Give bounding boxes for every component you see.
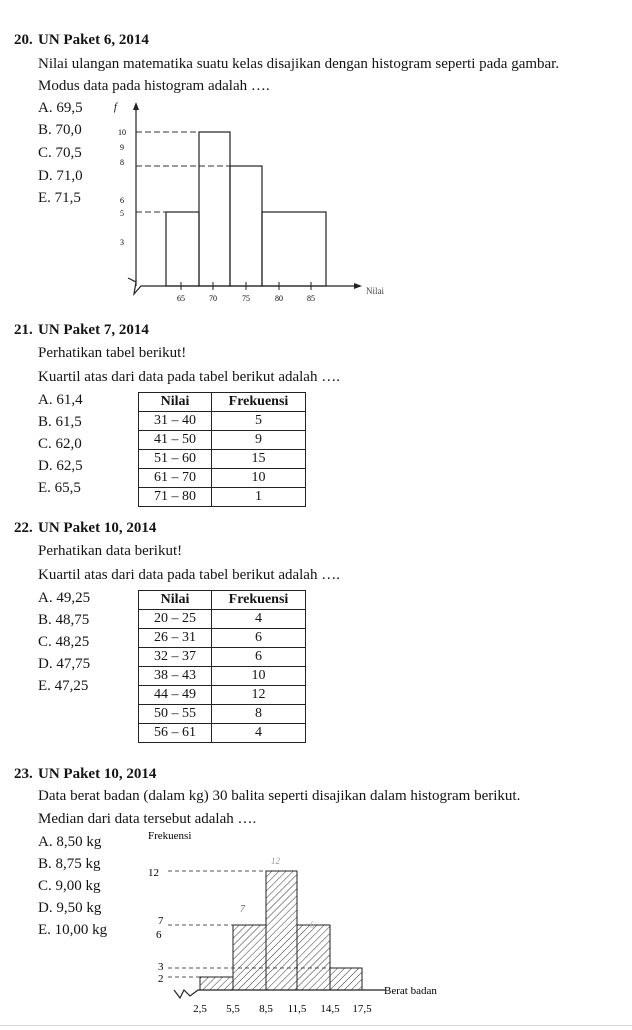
q21-text: Perhatikan tabel berikut! [38, 345, 187, 361]
table-cell-nilai: 56 – 61 [139, 724, 212, 743]
table-row [139, 412, 306, 431]
q20-option-d[interactable]: D. 71,0 [38, 168, 83, 184]
table-cell-nilai: 31 – 40 [139, 412, 212, 431]
q20-y-tick-10: 10 [118, 128, 126, 137]
q20-x-axis-label: Nilai [366, 286, 384, 296]
q21-question: Kuartil atas dari data pada tabel berikut adalah …. [38, 369, 340, 385]
table-cell-nilai: 20 – 25 [139, 610, 212, 629]
q20-option-c[interactable]: C. 70,5 [38, 145, 82, 161]
table-cell-frekuensi: 12 [212, 686, 306, 705]
q21-option-a[interactable]: A. 61,4 [38, 392, 83, 408]
q23-question: Median dari data tersebut adalah …. [38, 811, 257, 827]
q23-histogram [140, 826, 470, 1022]
table-cell-nilai: 71 – 80 [139, 488, 212, 507]
table-cell-nilai: 32 – 37 [139, 648, 212, 667]
q20-bar-2 [199, 132, 230, 286]
table-cell-frekuensi: 5 [212, 412, 306, 431]
q22-option-e[interactable]: E. 47,25 [38, 678, 89, 694]
q23-y-tick-12: 12 [148, 867, 159, 879]
q20-y-tick-3: 3 [120, 238, 124, 247]
q22-option-b[interactable]: B. 48,75 [38, 612, 90, 628]
table-cell-nilai: 50 – 55 [139, 705, 212, 724]
table-cell-frekuensi: 9 [212, 431, 306, 450]
q20-axis-break [128, 278, 150, 294]
q21-option-c[interactable]: C. 62,0 [38, 436, 82, 452]
q23-bar-3 [266, 871, 297, 990]
table-row [139, 450, 306, 469]
q20-y-tick-5: 5 [120, 209, 124, 218]
q20-y-arrow [133, 102, 139, 110]
q23-bar-4 [297, 925, 330, 990]
q21-option-d[interactable]: D. 62,5 [38, 458, 83, 474]
q20-bar-4 [262, 212, 326, 286]
table-cell-frekuensi: 6 [212, 648, 306, 667]
q23-handwritten-6: 6 [310, 920, 315, 930]
q22-option-d[interactable]: D. 47,75 [38, 656, 91, 672]
q21-title: UN Paket 7, 2014 [38, 322, 149, 338]
q23-x-tick-8-5: 8,5 [259, 1003, 273, 1015]
table-row [139, 724, 306, 743]
q23-x-tick-2-5: 2,5 [193, 1003, 207, 1015]
q22-title: UN Paket 10, 2014 [38, 520, 157, 536]
q20-option-e[interactable]: E. 71,5 [38, 190, 81, 206]
table-cell-nilai: 41 – 50 [139, 431, 212, 450]
q22-question: Kuartil atas dari data pada tabel berikut adalah …. [38, 567, 340, 583]
q23-option-a[interactable]: A. 8,50 kg [38, 834, 102, 850]
q23-option-b[interactable]: B. 8,75 kg [38, 856, 101, 872]
q21-table [138, 392, 306, 507]
q23-y-tick-6: 6 [156, 929, 162, 941]
table-row [139, 686, 306, 705]
q22-text: Perhatikan data berikut! [38, 543, 183, 559]
table-row [139, 488, 306, 507]
table-cell-nilai: 26 – 31 [139, 629, 212, 648]
q23-handwritten-7: 7 [240, 904, 245, 915]
q23-bar-1 [200, 977, 233, 990]
q23-option-c[interactable]: C. 9,00 kg [38, 878, 101, 894]
q22-option-a[interactable]: A. 49,25 [38, 590, 91, 606]
q23-x-tick-5-5: 5,5 [226, 1003, 240, 1015]
q20-x-tick-85: 85 [307, 294, 315, 303]
table-cell-frekuensi: 10 [212, 667, 306, 686]
q20-y-tick-9: 9 [120, 143, 124, 152]
q20-text: Nilai ulangan matematika suatu kelas disajikan dengan histogram seperti pada gambar. [38, 56, 560, 72]
q20-y-axis-letter: f [114, 102, 117, 113]
table-header-row [139, 393, 306, 412]
table-cell-frekuensi: 6 [212, 629, 306, 648]
q20-question: Modus data pada histogram adalah …. [38, 78, 270, 94]
table-row [139, 469, 306, 488]
table-header-row [139, 591, 306, 610]
table-cell-frekuensi: 15 [212, 450, 306, 469]
q22-table [138, 590, 306, 743]
table-row [139, 705, 306, 724]
q23-y-tick-7: 7 [158, 915, 164, 927]
q21-number: 21. [14, 322, 33, 338]
page-bottom-divider [0, 1025, 632, 1026]
table-header-frekuensi: Frekuensi [212, 591, 306, 610]
q20-bar-1 [166, 212, 199, 286]
table-cell-frekuensi: 10 [212, 469, 306, 488]
q23-number: 23. [14, 766, 33, 782]
table-cell-nilai: 38 – 43 [139, 667, 212, 686]
q20-x-arrow [354, 283, 362, 289]
q20-option-a[interactable]: A. 69,5 [38, 100, 83, 116]
q20-x-tick-75: 75 [242, 294, 250, 303]
q22-number: 22. [14, 520, 33, 536]
q23-option-d[interactable]: D. 9,50 kg [38, 900, 102, 916]
q23-y-tick-2: 2 [158, 973, 164, 985]
table-row [139, 431, 306, 450]
q20-y-tick-8: 8 [120, 158, 124, 167]
q23-y-tick-3: 3 [158, 961, 164, 973]
q23-x-axis [174, 990, 385, 998]
q23-x-tick-17-5: 17,5 [352, 1003, 372, 1015]
q23-text: Data berat badan (dalam kg) 30 balita seperti disajikan dalam histogram berikut. [38, 788, 521, 804]
table-cell-frekuensi: 4 [212, 610, 306, 629]
q20-x-tick-80: 80 [275, 294, 283, 303]
q20-x-tick-70: 70 [209, 294, 217, 303]
table-cell-nilai: 61 – 70 [139, 469, 212, 488]
q21-option-b[interactable]: B. 61,5 [38, 414, 82, 430]
q23-x-tick-11-5: 11,5 [287, 1003, 307, 1015]
q20-title: UN Paket 6, 2014 [38, 32, 149, 48]
q23-bar-5 [330, 968, 362, 990]
q20-y-tick-6: 6 [120, 196, 124, 205]
q20-bar-3 [230, 166, 262, 286]
table-row [139, 610, 306, 629]
q23-bar-2 [233, 925, 266, 990]
table-cell-nilai: 51 – 60 [139, 450, 212, 469]
q20-number: 20. [14, 32, 33, 48]
q23-handwritten-12: 12 [271, 856, 280, 866]
table-header-nilai: Nilai [139, 591, 212, 610]
table-cell-frekuensi: 4 [212, 724, 306, 743]
table-cell-frekuensi: 1 [212, 488, 306, 507]
q23-x-tick-14-5: 14,5 [320, 1003, 340, 1015]
table-row [139, 629, 306, 648]
table-cell-frekuensi: 8 [212, 705, 306, 724]
q23-x-axis-label: Berat badan [384, 985, 437, 997]
q20-histogram [100, 96, 420, 314]
table-row [139, 648, 306, 667]
q20-option-b[interactable]: B. 70,0 [38, 122, 82, 138]
q22-option-c[interactable]: C. 48,25 [38, 634, 90, 650]
q20-x-tick-65: 65 [177, 294, 185, 303]
table-header-frekuensi: Frekuensi [212, 393, 306, 412]
q23-option-e[interactable]: E. 10,00 kg [38, 922, 108, 938]
table-cell-nilai: 44 – 49 [139, 686, 212, 705]
q23-title: UN Paket 10, 2014 [38, 766, 157, 782]
q21-option-e[interactable]: E. 65,5 [38, 480, 81, 496]
table-header-nilai: Nilai [139, 393, 212, 412]
q23-y-axis-label: Frekuensi [148, 830, 192, 842]
table-row [139, 667, 306, 686]
